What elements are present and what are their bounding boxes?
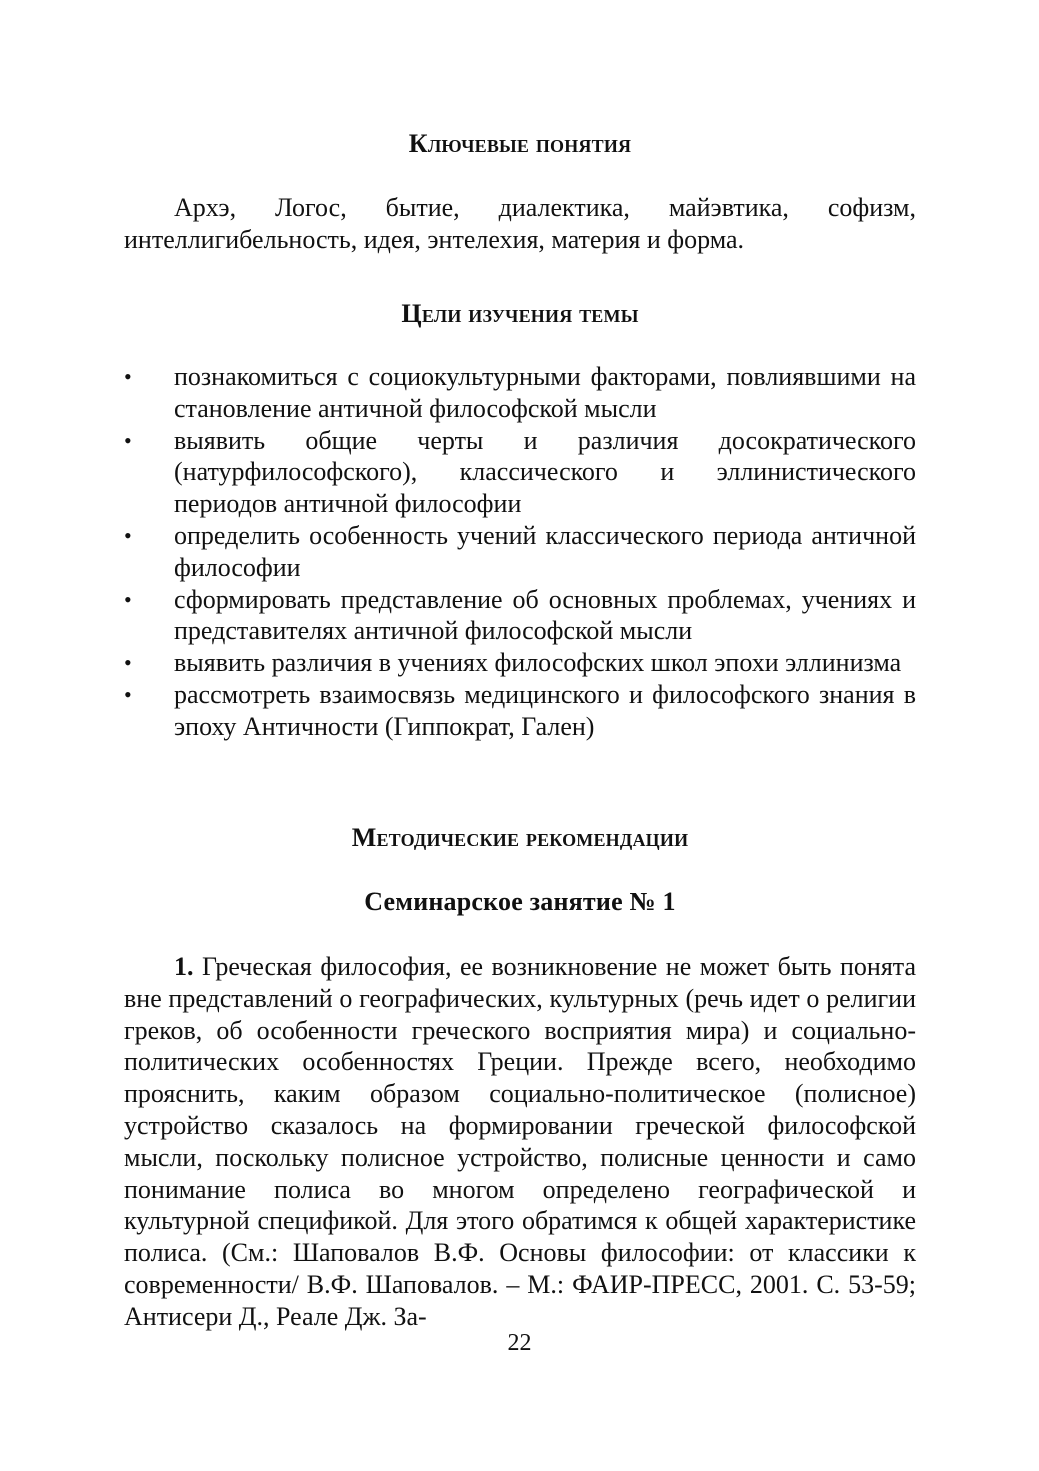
bullet-marker: • [124, 427, 132, 453]
goal-item [124, 679, 916, 743]
bullet-marker: • [124, 586, 132, 612]
goal-text: определить особенность учений классического периода античной философии [174, 520, 916, 582]
key-concepts-text: Архэ, Логос, бытие, диалектика, майэвтика, софизм, интеллигибельность, идея, энтелехия, материя и форма. [124, 193, 916, 254]
seminar-heading: Семинарское занятие № 1 [364, 887, 676, 916]
goal-text: познакомиться с социокультурными факторами, повлиявшими на становление античной философской мысли [174, 362, 916, 423]
bullet-marker: • [124, 650, 132, 676]
paragraph-number: 1. [174, 952, 194, 981]
goal-item [124, 647, 916, 679]
goals-heading: Цели изучения темы [401, 299, 639, 328]
goal-item [124, 520, 916, 584]
key-concepts-paragraph [124, 192, 916, 256]
goal-item [124, 584, 916, 648]
goals-list [124, 361, 916, 743]
bullet-marker: • [124, 681, 132, 707]
seminar-paragraph [124, 951, 916, 1333]
goal-text: сформировать представление об основных проблемах, учениях и представителях античной философской мысли [174, 584, 916, 646]
goal-text: рассмотреть взаимосвязь медицинского и философского знания в эпоху Античности (Гиппократ, Гален) [174, 679, 916, 741]
bullet-marker: • [124, 364, 132, 389]
goal-item [124, 425, 916, 520]
page-number: 22 [507, 1330, 532, 1356]
key-concepts-heading: Ключевые понятия [408, 129, 632, 158]
goal-text: выявить общие черты и различия досократического (натурфилософского), классического и эллинистического периодов античной философии [174, 425, 916, 519]
methods-heading: Методические рекомендации [351, 823, 689, 852]
goal-text: выявить различия в учениях философских школ эпохи эллинизма [174, 648, 902, 678]
bullet-marker: • [124, 522, 132, 548]
paragraph-text: Греческая философия, ее возникновение не может быть понята вне представлений о географических, культурных (речь идет о религии греков, об особенности греческого восприятия мира) и социально-политических особенностях Греции. Прежде всего, необходимо прояснить, каким образом социально-политическое (полисное) устройство сказалось на формировании греческой философской мысли, поскольку полисное устройство, полисные ценности и само понимание полиса во многом определено географической и культурной спецификой. Для этого обратимся к общей характеристике полиса. (См.: Шаповалов В.Ф. Основы философии: от классики к современности/ В.Ф. Шаповалов. – М.: ФАИР-ПРЕСС, 2001. С. 53-59; Антисери Д., Реале Дж. За- [124, 952, 916, 1331]
goal-item [124, 361, 916, 425]
